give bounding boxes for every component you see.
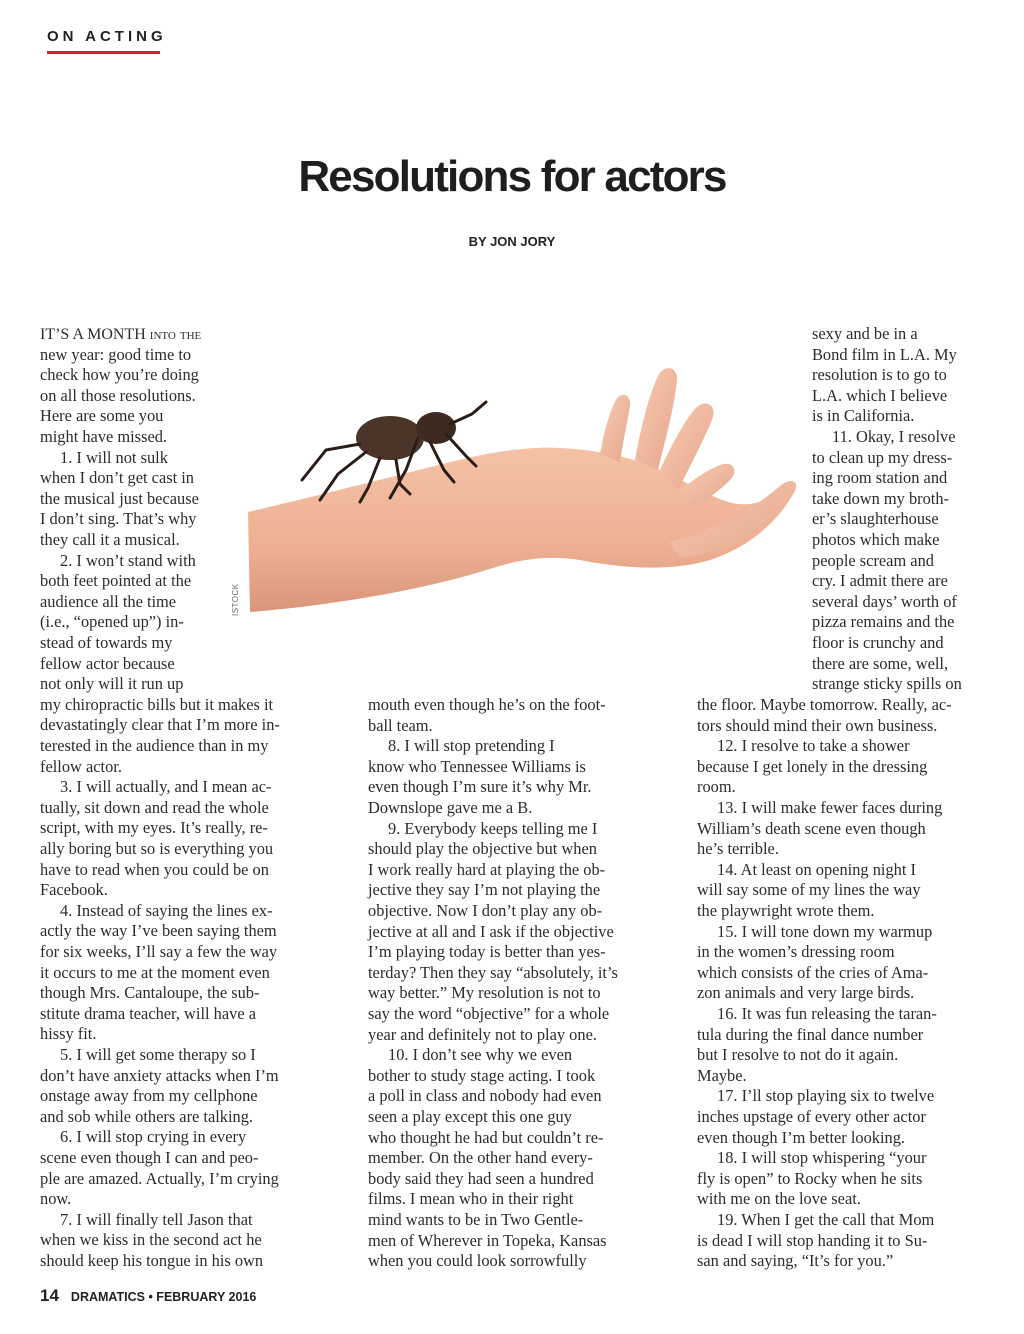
text-line: know who Tennessee Williams is: [368, 756, 586, 776]
text-line: check how you’re doing: [40, 365, 199, 385]
text-line: fly is open” to Rocky when he sits: [697, 1168, 923, 1188]
text-line: 18. I will stop whispering “your: [717, 1148, 927, 1168]
text-line: jective at all and I ask if the objective: [368, 921, 614, 941]
text-line: will say some of my lines the way: [697, 880, 921, 900]
text-line: resolution is to go to: [812, 365, 947, 385]
text-line: in the women’s dressing room: [697, 942, 895, 962]
text-line: seen a play except this one guy: [368, 1107, 572, 1126]
text-line: tually, sit down and read the whole: [40, 797, 269, 817]
text-line: zon animals and very large birds.: [697, 983, 915, 1003]
section-rule: [47, 51, 160, 54]
text-line: floor is crunchy and: [812, 633, 944, 652]
text-line: don’t have anxiety attacks when I’m: [40, 1065, 279, 1085]
text-line: 19. When I get the call that Mom: [717, 1210, 935, 1229]
text-line: should keep his tongue in his own: [40, 1251, 264, 1270]
text-line: er’s slaughterhouse: [812, 509, 939, 529]
text-line: stead of towards my: [40, 633, 173, 652]
text-line: which consists of the cries of Ama-: [697, 962, 929, 982]
text-line: 6. I will stop crying in every: [60, 1127, 247, 1147]
text-line: have to read when you could be on: [40, 859, 269, 879]
text-line: terday? Then they say “absolutely, it’s: [368, 962, 618, 982]
text-line: with me on the love seat.: [697, 1189, 861, 1209]
text-line: 11. Okay, I resolve: [832, 427, 956, 446]
text-line: 7. I will finally tell Jason that: [60, 1209, 253, 1229]
text-line: say the word “objective” for a whole: [368, 1004, 610, 1023]
text-line: it occurs to me at the moment even: [40, 962, 270, 982]
text-line: because I get lonely in the dressing: [697, 756, 928, 776]
text-line: films. I mean who in their right: [368, 1189, 574, 1209]
text-line: 16. It was fun releasing the taran-: [717, 1004, 937, 1023]
text-line: fellow actor because: [40, 653, 175, 673]
text-line: 4. Instead of saying the lines ex-: [60, 900, 273, 920]
text-line: there are some, well,: [812, 653, 949, 673]
text-line: scene even though I can and peo-: [40, 1148, 259, 1167]
hand-shape: [248, 368, 796, 612]
text-line: he’s terrible.: [697, 839, 779, 859]
text-line: 14. At least on opening night I: [717, 859, 916, 879]
text-line: body said they had seen a hundred: [368, 1168, 594, 1188]
text-line: mouth even though he’s on the foot-: [368, 695, 606, 714]
byline: BY JON JORY: [468, 234, 556, 249]
text-line: new year: good time to: [40, 344, 192, 364]
page-number: 14: [40, 1286, 59, 1305]
text-line: hissy fit.: [40, 1024, 97, 1044]
column-2: [368, 695, 668, 1285]
text-line: script, with my eyes. It’s really, re-: [40, 818, 268, 838]
text-line: devastatingly clear that I’m more in-: [40, 715, 280, 735]
text-line: L.A. which I believe: [812, 385, 948, 405]
article-title: Resolutions for actors: [298, 152, 726, 201]
text-line: san and saying, “It’s for you.”: [697, 1251, 894, 1271]
text-line: men of Wherever in Topeka, Kansas: [368, 1230, 607, 1250]
column-3: [697, 695, 997, 1285]
text-line: 17. I’ll stop playing six to twelve: [717, 1086, 935, 1106]
text-line: who thought he had but couldn’t re-: [368, 1127, 604, 1147]
text-line: 5. I will get some therapy so I: [60, 1045, 256, 1064]
text-line: actly the way I’ve been saying them: [40, 921, 277, 941]
text-line: 8. I will stop pretending I: [388, 736, 555, 756]
text-line: strange sticky spills on: [812, 674, 962, 694]
text-line: the floor. Maybe tomorrow. Really, ac-: [697, 695, 952, 714]
text-line: when I don’t get cast in: [40, 468, 195, 488]
text-line: several days’ worth of: [812, 591, 957, 611]
text-line: fellow actor.: [40, 756, 122, 776]
text-line: when we kiss in the second act he: [40, 1230, 262, 1250]
text-line: audience all the time: [40, 591, 177, 611]
text-line: not only will it run up: [40, 674, 184, 694]
text-line: I work really hard at playing the ob-: [368, 859, 606, 879]
text-line: sexy and be in a: [812, 324, 918, 343]
column-1: [40, 324, 330, 1284]
text-line: photos which make: [812, 530, 940, 549]
text-line: even though I’m better looking.: [697, 1127, 906, 1147]
text-line: to clean up my dress-: [812, 447, 953, 467]
text-line: objective. Now I don’t play any ob-: [368, 901, 603, 920]
text-line: on all those resolutions.: [40, 385, 196, 405]
text-line: Maybe.: [697, 1065, 747, 1085]
text-line: should play the objective but when: [368, 839, 597, 859]
text-line: Downslope gave me a B.: [368, 798, 533, 817]
text-line: ball team.: [368, 715, 433, 735]
page-footer: [40, 1286, 256, 1306]
text-line: a poll in class and nobody had even: [368, 1086, 602, 1106]
text-line: William’s death scene even though: [697, 818, 926, 838]
publication-info: DRAMATICS • FEBRUARY 2016: [70, 1290, 257, 1304]
text-line: I don’t sing. That’s why: [40, 509, 197, 529]
text-line: way better.” My resolution is not to: [368, 983, 601, 1003]
text-line: stitute drama teacher, will have a: [40, 1003, 256, 1023]
section-label: ON ACTING: [47, 28, 167, 45]
text-line: 3. I will actually, and I mean ac-: [60, 777, 272, 797]
text-line: take down my broth-: [812, 488, 950, 508]
text-line: bother to study stage acting. I took: [368, 1065, 596, 1085]
text-line: pizza remains and the: [812, 612, 955, 632]
text-line: Bond film in L.A. My: [812, 344, 957, 364]
text-line: cry. I admit there are: [812, 571, 948, 591]
text-line: mind wants to be in Two Gentle-: [368, 1210, 584, 1229]
text-line: the musical just because: [40, 488, 199, 508]
text-line: but I resolve to not do it again.: [697, 1045, 899, 1065]
text-line: now.: [40, 1189, 72, 1209]
text-line: is dead I will stop handing it to Su-: [697, 1230, 928, 1250]
text-line: onstage away from my cellphone: [40, 1086, 258, 1106]
text-line: ally boring but so is everything you: [40, 839, 274, 858]
text-line: even though I’m sure it’s why Mr.: [368, 777, 592, 797]
text-line: the playwright wrote them.: [697, 901, 875, 920]
text-line: ing room station and: [812, 468, 948, 488]
text-line: and sob while others are talking.: [40, 1106, 254, 1126]
text-line: 15. I will tone down my warmup: [717, 921, 933, 941]
photo-credit: ISTOCK: [231, 583, 240, 616]
text-line: people scream and: [812, 550, 934, 570]
text-line: I’m playing today is better than yes-: [368, 942, 606, 962]
column-3-top: [812, 324, 1002, 704]
text-line: both feet pointed at the: [40, 571, 192, 591]
text-line: my chiropractic bills but it makes it: [40, 694, 274, 714]
text-line: 10. I don’t see why we even: [388, 1045, 573, 1065]
text-line: 2. I won’t stand with: [60, 550, 196, 570]
text-line: year and definitely not to play one.: [368, 1024, 597, 1044]
text-line: Facebook.: [40, 880, 108, 900]
text-line: inches upstage of every other actor: [697, 1107, 926, 1126]
text-line: when you could look sorrowfully: [368, 1251, 587, 1271]
text-line: (i.e., “opened up”) in-: [40, 612, 184, 632]
text-line: Here are some you: [40, 406, 164, 426]
text-line: is in California.: [812, 406, 915, 426]
text-line: tors should mind their own business.: [697, 715, 938, 735]
text-line: tula during the final dance number: [697, 1024, 924, 1044]
text-line: ple are amazed. Actually, I’m crying: [40, 1168, 279, 1188]
text-line: 1. I will not sulk: [60, 447, 168, 467]
text-line: though Mrs. Cantaloupe, the sub-: [40, 983, 260, 1003]
text-line: 9. Everybody keeps telling me I: [388, 818, 598, 838]
text-line: 13. I will make fewer faces during: [717, 798, 943, 817]
text-line: room.: [697, 777, 736, 797]
text-line: they call it a musical.: [40, 530, 180, 549]
text-line: jective they say I’m not playing the: [368, 880, 601, 900]
text-line: 12. I resolve to take a shower: [717, 736, 910, 756]
text-line: IT’S A MONTH into the: [40, 326, 202, 343]
text-line: might have missed.: [40, 427, 168, 446]
text-line: terested in the audience than in my: [40, 736, 269, 755]
text-line: for six weeks, I’ll say a few the way: [40, 942, 278, 961]
text-line: member. On the other hand every-: [368, 1148, 593, 1168]
